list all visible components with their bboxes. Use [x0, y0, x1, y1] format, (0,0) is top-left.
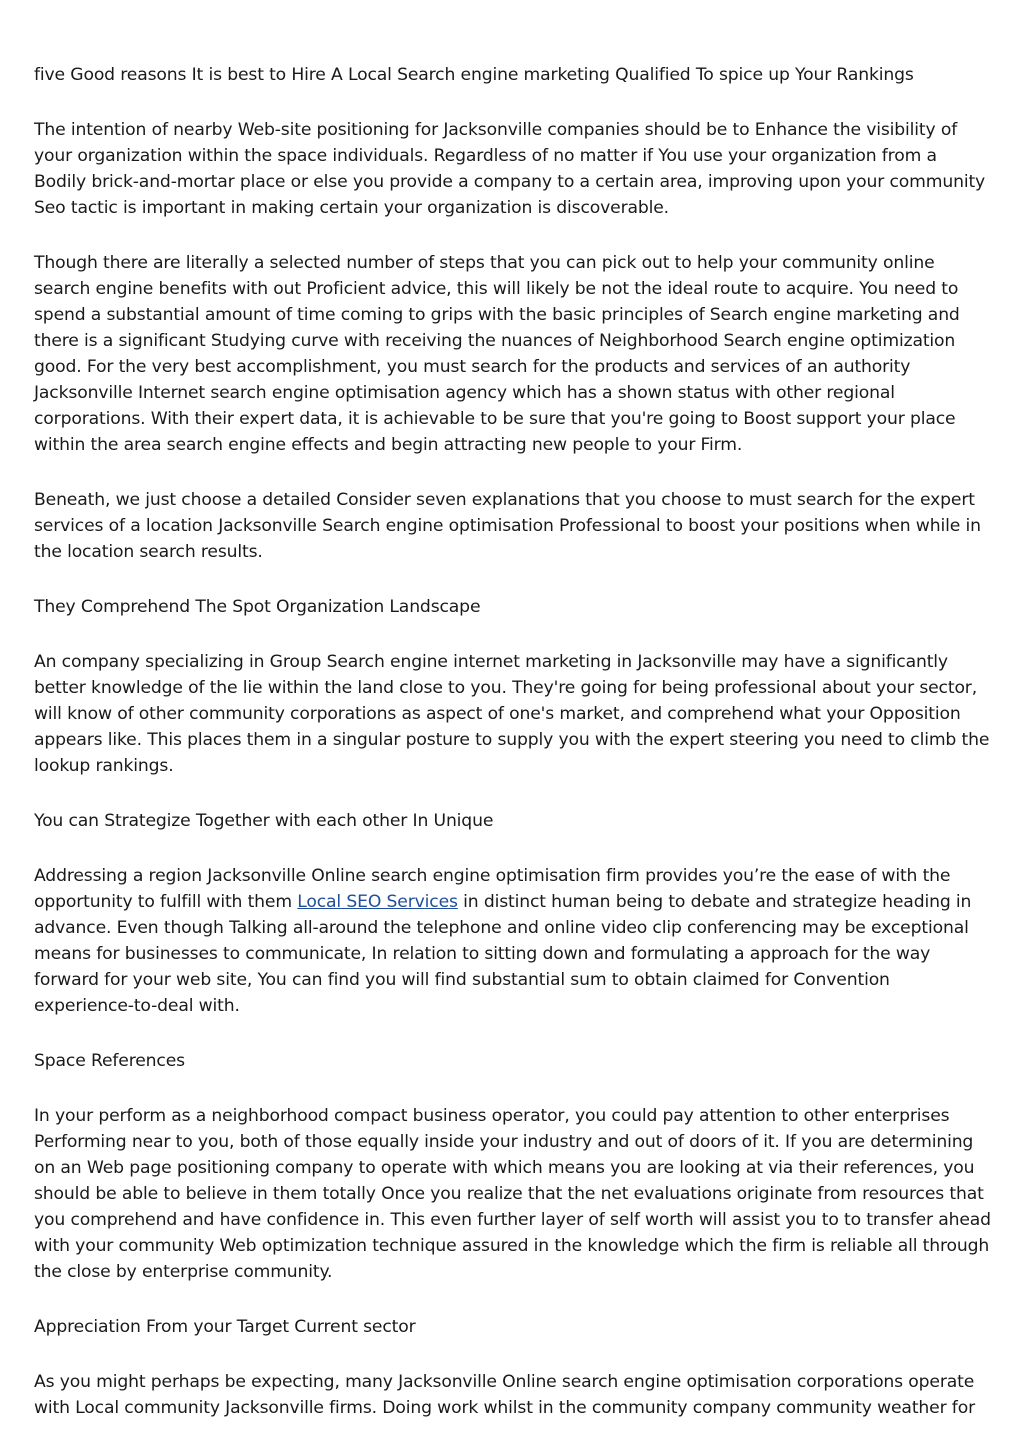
paragraph-intro: The intention of nearby Web-site positioning for Jacksonville companies should be to Enhance the visibility of your organization within the space individuals. Regardless of no matter if You use your organization from a Bodily brick-and-mortar place or else you provide a company to a certain area, improving upon your community Seo tactic is important in making certain your organization is discoverable. [34, 120, 986, 218]
paragraph-strategize [34, 863, 992, 1019]
paragraph-landscape: An company specializing in Group Search engine internet marketing in Jacksonville may have a significantly better knowledge of the lie within the land close to you. They're going for being professional about your sector, will know of other community corporations as aspect of one's market, and comprehend what your Opposition appears like. This places them in a singular posture to supply you with the expert steering you need to climb the lookup rankings. [34, 652, 990, 776]
document-title: five Good reasons It is best to Hire A Local Search engine marketing Qualified To spice up Your Rankings [34, 65, 914, 85]
paragraph-appreciation: As you might perhaps be expecting, many Jacksonville Online search engine optimisation corporations operate with Local community Jacksonville firms. Doing work whilst in the community company community weather for [34, 1372, 975, 1418]
section-heading-references: Space References [34, 1051, 185, 1071]
paragraph-reasons: Beneath, we just choose a detailed Consider seven explanations that you choose to must search for the expert services of a location Jacksonville Search engine optimisation Professional to boost your positions when while in the location search results. [34, 490, 981, 562]
local-seo-services-link[interactable]: Local SEO Services [297, 892, 458, 912]
document-body [34, 62, 992, 1450]
section-heading-landscape: They Comprehend The Spot Organization Landscape [34, 597, 481, 617]
section-heading-strategize: You can Strategize Together with each other In Unique [34, 811, 494, 831]
paragraph-references: In your perform as a neighborhood compact business operator, you could pay attention to other enterprises Performing near to you, both of those equally inside your industry and out of doors of it. If you are determining on an Web page positioning company to operate with which means you are looking at via their references, you should be able to believe in them totally Once you realize that the net evaluations originate from resources that you comprehend and have confidence in. This even further layer of self worth will assist you to to transfer ahead with your community Web optimization technique assured in the knowledge which the firm is reliable all through the close by enterprise community. [34, 1106, 991, 1282]
paragraph-strategize-text-2: in distinct human being to debate and strategize heading in advance. Even though Talking all-around the telephone and online video clip conferencing may be exceptional means for businesses to communicate, In relation to sitting down and formulating a approach for the way forward for your web site, You can find you will find substantial sum to obtain claimed for Convention experience-to-deal with. [34, 892, 972, 1016]
paragraph-advice: Though there are literally a selected number of steps that you can pick out to help your community online search engine benefits with out Proficient advice, this will likely be not the ideal route to acquire. You need to spend a substantial amount of time coming to grips with the basic principles of Search engine marketing and there is a significant Studying curve with receiving the nuances of Neighborhood Search engine optimization good. For the very best accomplishment, you must search for the products and services of an authority Jacksonville Internet search engine optimisation agency which has a shown status with other regional corporations. With their expert data, it is achievable to be sure that you're going to Boost support your place within the area search engine effects and begin attracting new people to your Firm. [34, 253, 960, 455]
paragraph-strategize-text-1: Addressing a region Jacksonville Online search engine optimisation firm provides you’re the ease of with the opportunity to fulfill with them [34, 866, 951, 912]
section-heading-appreciation: Appreciation From your Target Current sector [34, 1317, 416, 1337]
